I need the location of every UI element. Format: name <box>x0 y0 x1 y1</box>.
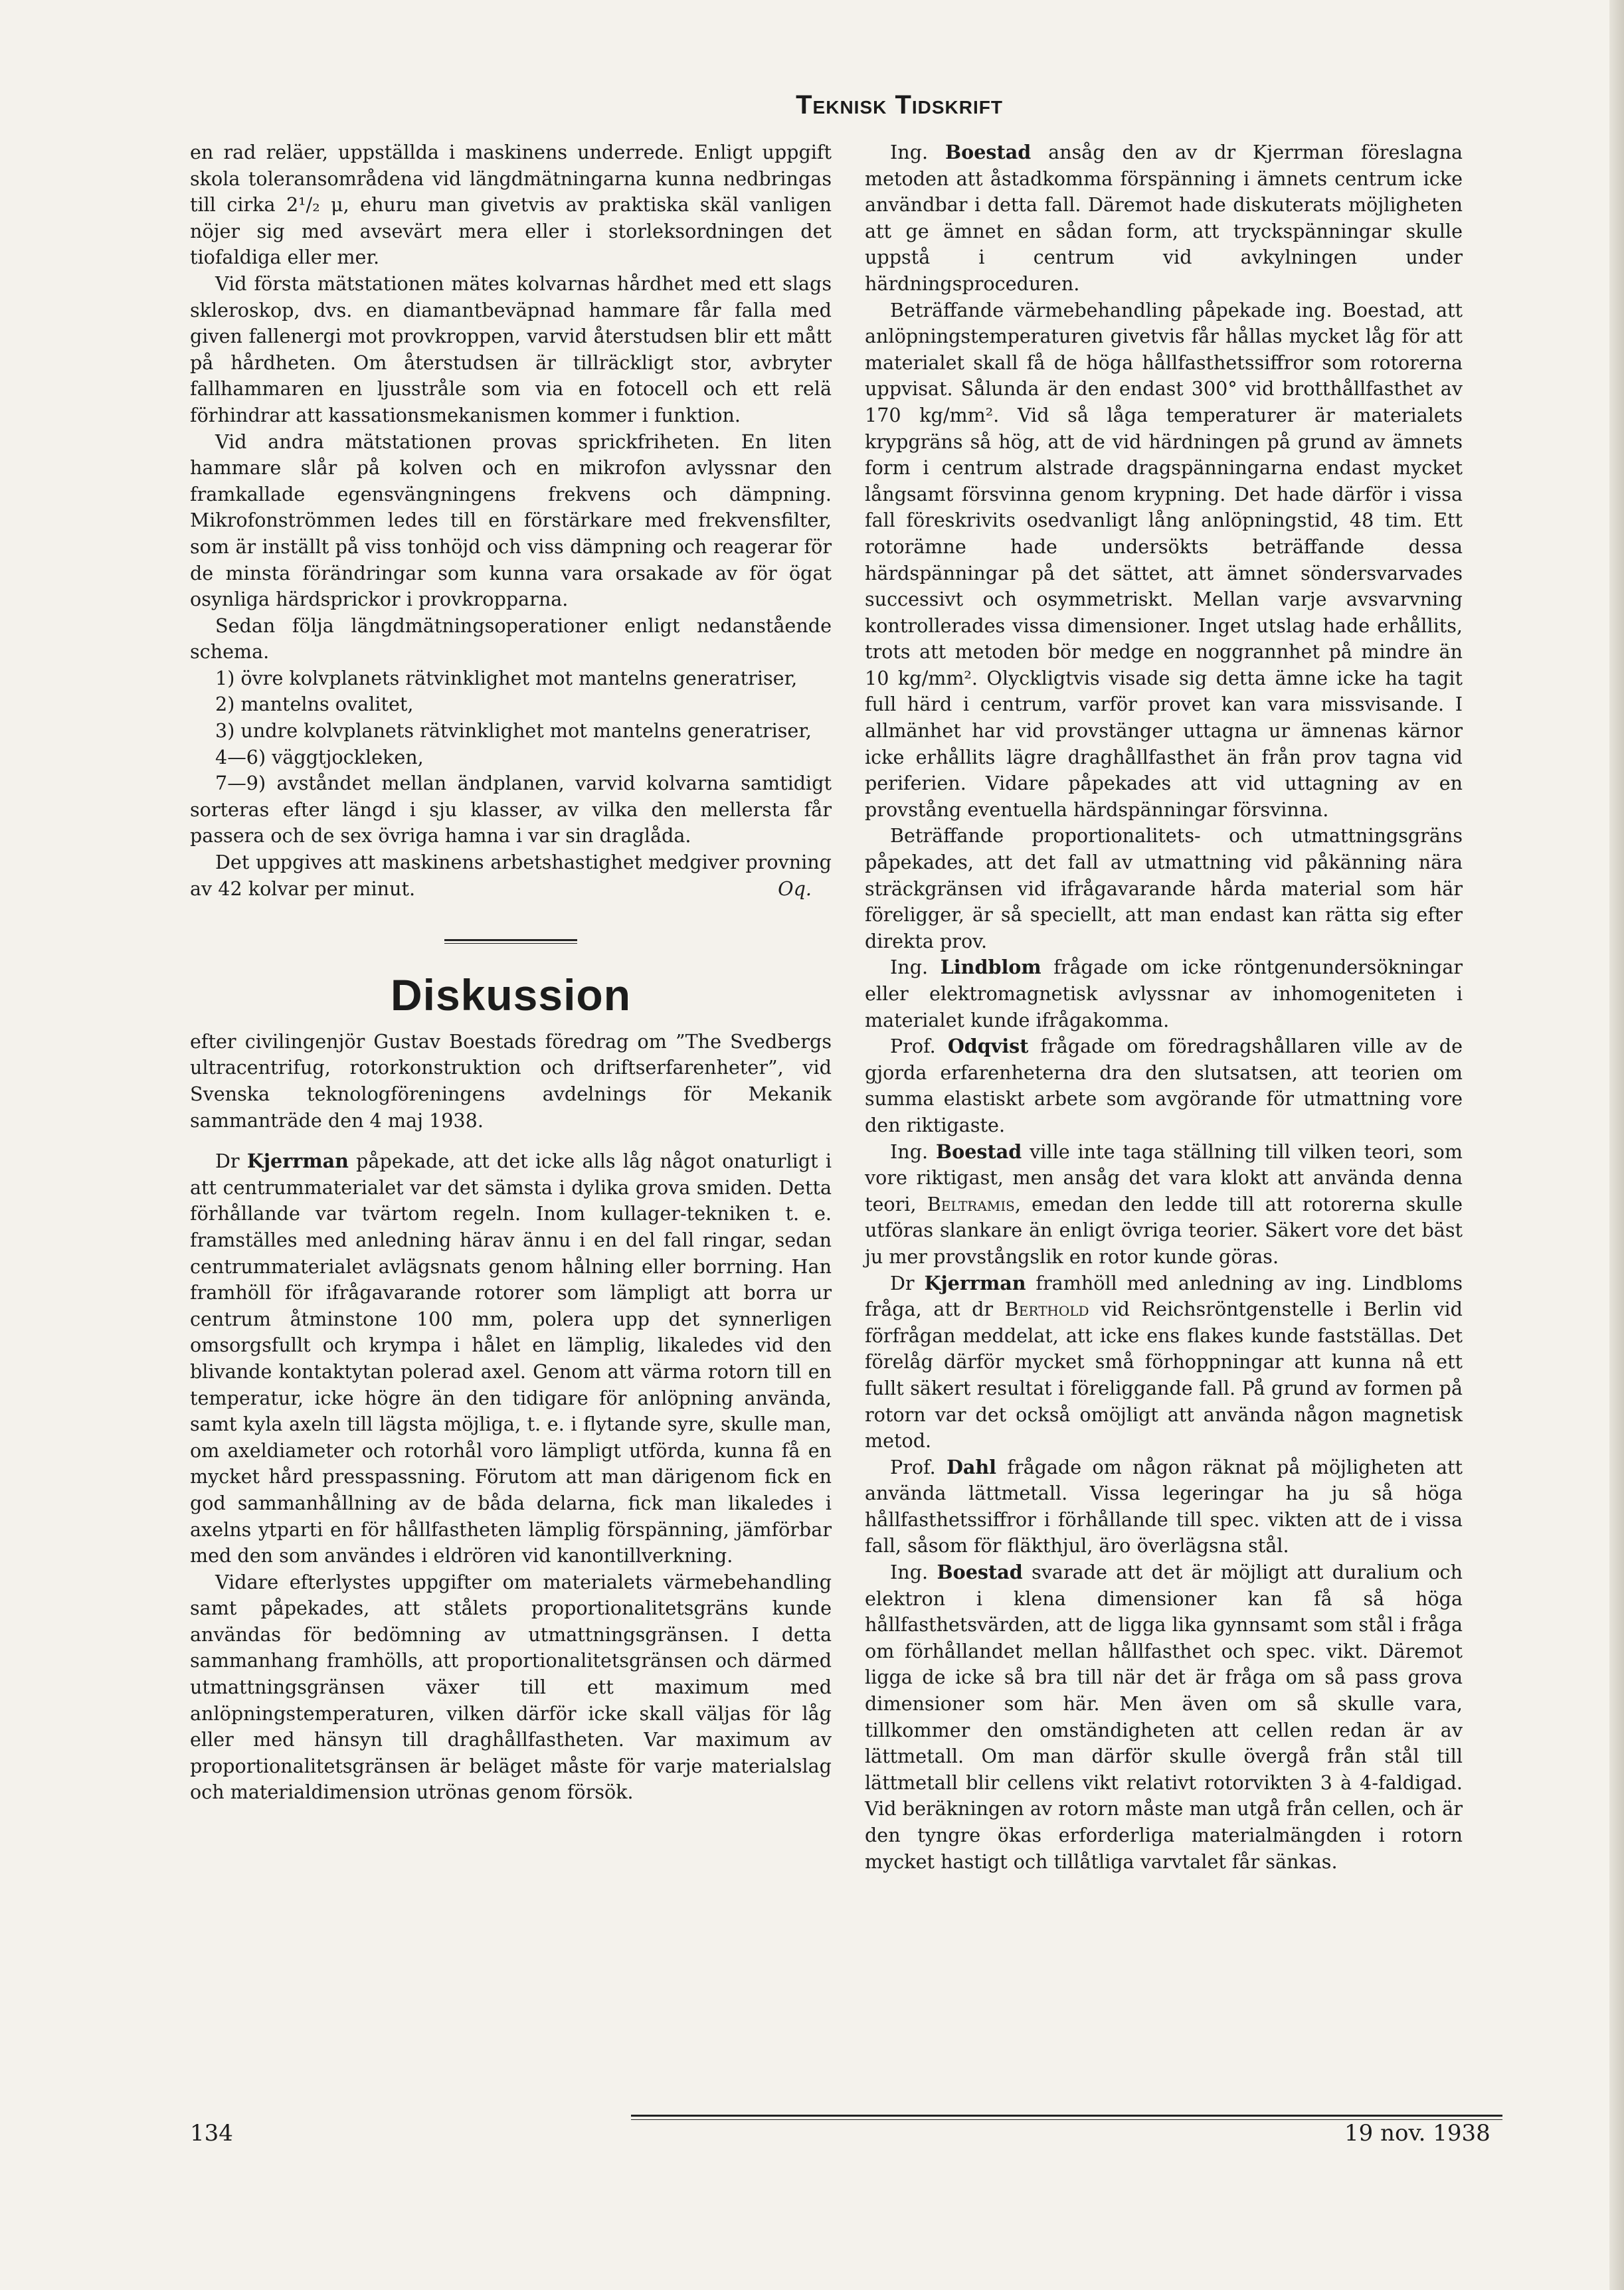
paragraph-text: svarade att det är möjligt att duralium och elektron i klena dimensioner kan få så höga hållfasthetsvärden, att de ligga lika gynnsamt som stål i fråga om förhållandet mellan hållfasthet och spec. vikt. Däremot ligga de icke så bra till när det är fråga om så pass grova dimensioner som här. Men även om så skulle vara, tillkommer den omständigheten att cellen redan är av lättmetall. Om man därför skulle övergå från stål till lättmetall blir cellens vikt relativt rotorvikten 3 à 4-faldigad. Vid beräkningen av rotorn måste man utgå från cellen, och är den tyngre ökas erforderliga materialmängden i rotorn mycket hastigt och tillåtliga varvtalet får sänkas. <box>865 1561 1463 1873</box>
paragraph: Vid andra mätstationen provas sprickfriheten. En liten hammare slår på kolven och en mikrofon avlyssnar den framkallade egensvängningens frekvens och dämpning. Mikrofonströmmen ledes till en förstärkare med frekvensfilter, som är inställt på viss tonhöjd och viss dämpning och reagerar för de minsta förändringar som kunna vara orsakade av för ögat osynliga härdsprickor i provkropparna. <box>190 430 832 611</box>
page-edge <box>1609 0 1624 2290</box>
paragraph: Vidare efterlystes uppgifter om materialets värmebehandling samt påpekades, att stålets proportionalitetsgräns kunde användas för bedömning av utmattningsgränsen. I detta sammanhang framhölls, att proportionalitetsgränsen och därmed utmattningsgränsen växer till ett maximum med anlöpningstemperaturen, vilken därför icke skall väljas för låg eller med hänsyn till draghållfastheten. Var maximum av proportionalitetsgränsen är beläget måste för varje materialslag och materialdimension utrönas genom försök. <box>190 1570 832 1804</box>
speaker-name: Boestad <box>935 1140 1022 1163</box>
paragraph: Vid första mätstationen mätes kolvarnas hårdhet med ett slags skleroskop, dvs. en diamantbeväpnad hammare får falla med given fallenergi mot provkroppen, varvid återstudsen blir ett mått på hårdheten. Om återstudsen är tillräckligt stor, avbryter fallhammaren en ljusstråle som via en fotocell och ett relä förhindrar att kassationsmekanismen kommer i funktion. <box>190 272 832 426</box>
paragraph <box>190 849 832 902</box>
cited-name: Beltramis <box>927 1192 1015 1215</box>
paragraph-text: ansåg den av dr Kjerrman föreslagna metoden att åstadkomma förspänning i ämnets centrum icke användbar i detta fall. Däremot hade diskuterats möjligheten att ge ämnet en sådan form, att tryckspänningar skulle uppstå i centrum vid avkylningen under härdningsproceduren. <box>865 141 1463 295</box>
left-column <box>190 139 832 1806</box>
paragraph <box>865 1454 1463 1559</box>
title-prefix: Prof. <box>890 1455 947 1478</box>
list-item: 4—6) väggtjockleken, <box>215 745 424 768</box>
paragraph: Sedan följa längdmätningsoperationer enligt nedanstående schema. <box>190 614 832 663</box>
speaker-name: Odqvist <box>947 1035 1029 1058</box>
paragraph-text: framhöll med anledning av ing. Lindbloms fråga, att dr <box>865 1271 1463 1321</box>
title-prefix: Ing. <box>890 141 945 163</box>
list-item: 7—9) avståndet mellan ändplanen, varvid kolvarna samtidigt sorteras efter längd i sju klasser, av vilka den mellersta får passera och de sex övriga hamna i var sin draglåda. <box>190 772 832 847</box>
paragraph <box>865 1559 1463 1875</box>
speaker-name: Kjerrman <box>924 1271 1026 1294</box>
paragraph-text: , emedan den ledde till att rotorerna skulle utföras slankare än enligt övriga teorier. Säkert vore det bäst ju mer provstångslik en rotor kunde göras. <box>865 1192 1463 1268</box>
paragraph: Beträffande värmebehandling påpekade ing. Boestad, att anlöpningstemperaturen givetvis får hållas mycket låg för att materialet skall få de höga hållfasthetssiffror som rotorerna uppvisat. Sålunda är den endast 300° vid brotthållfasthet av 170 kg/mm². Vid så låga temperaturer är materialets krypgräns så hög, att de vid härdningen på grund av ämnets form i centrum alstrade dragspänningarna endast mycket långsamt försvinna genom krypning. Det hade därför i vissa fall föreskrivits osedvanligt lång anlöpningstid, 48 tim. Ett rotorämne hade undersökts beträffande dessa härdspänningar på det sättet, att ämnet söndersvarvades successivt och osymmetriskt. Mellan varje avsvarvning kontrollerades vissa dimensioner. Inget utslag hade erhållits, trots att metoden bör medge en noggrannhet på mindre än 10 kg/mm². Olyckligtvis visade sig detta ämne icke ha tagit full härd i centrum, varför provet kan vara missvisande. I allmänhet har vid provstänger uttagna ur ämnenas kärnor icke erhållits lägre draghållfasthet än från prov tagna vid periferien. Vidare påpekades att vid uttagning av en provstång eventuella härdspänningar försvinna. <box>865 298 1463 821</box>
speaker-name: Dahl <box>947 1455 997 1478</box>
title-prefix: Ing. <box>890 1140 936 1163</box>
section-divider <box>444 939 577 944</box>
discussion-intro: efter civilingenjör Gustav Boestads föredrag om ”The Svedbergs ultracentrifug, rotorkonstruktion och driftserfarenheter”, vid Svenska teknologföreningens avdelnings för Mekanik sammanträde den 4 maj 1938. <box>190 1029 832 1132</box>
masthead: Teknisk Tidskrift <box>796 90 1003 120</box>
speaker-name: Boestad <box>937 1561 1023 1584</box>
paragraph-text: vid Reichsröntgenstelle i Berlin vid förfrågan meddelat, att icke ens flakes kunde fastställas. Det förelåg därför mycket små förhoppningar att kunna nå ett fullt säkert resultat i föreliggande fall. På grund av formen på rotorn var det också omöjligt att använda någon magnetisk metod. <box>865 1298 1463 1453</box>
paragraph-text: frågade om icke röntgenundersökningar eller elektromagnetisk avlyssnar av inhomogeniteten i materialet kunde ifrågakomma. <box>865 956 1463 1031</box>
speaker-name: Kjerrman <box>246 1150 349 1173</box>
title-prefix: Dr <box>215 1150 247 1173</box>
paragraph-text: ville inte taga ställning till vilken teori, som vore riktigast, men ansåg det vara klokt att använda denna teori, <box>865 1140 1463 1215</box>
title-prefix: Prof. <box>890 1035 948 1058</box>
paragraph <box>190 1148 832 1569</box>
paragraph: en rad reläer, uppställda i maskinens underrede. Enligt uppgift skola toleransområdena vid längdmätningarna kunna nedbringas till cirka 2¹/₂ μ, ehuru man givetvis av praktiska skäl vanligen nöjer sig med avsevärt mera eller i storleksordningen det tiofaldiga eller mer. <box>190 141 832 269</box>
footer-rule <box>631 2115 1502 2120</box>
title-prefix: Dr <box>890 1271 925 1294</box>
paragraph <box>865 1139 1463 1271</box>
issue-date: 19 nov. 1938 <box>1344 2120 1490 2147</box>
paragraph-text: frågade om föredragshållaren ville av de gjorda erfarenheterna dra den slutsatsen, att teorien om summa elastiskt arbete som avgörande för utmattning vore den riktigaste. <box>865 1035 1463 1136</box>
title-prefix: Ing. <box>890 1561 937 1584</box>
speaker-name: Boestad <box>945 141 1032 163</box>
paragraph <box>865 1033 1463 1138</box>
paragraph <box>865 1271 1463 1454</box>
paragraph-text: frågade om någon räknat på möjligheten att använda lättmetall. Vissa legeringar ha ju så höga hållfasthetssiffror i förhållande till spec. vikten att de i vissa fall, såsom för fläkthjul, äro överlägsna stål. <box>865 1455 1463 1557</box>
title-prefix: Ing. <box>890 956 941 979</box>
paragraph-text: påpekade, att det icke alls låg något onaturligt i att centrummaterialet var det sämsta i dylika grova smiden. Detta förhållande var tvärtom regeln. Inom kullager-tekniken t. e. framställes med anledning härav ännu i en del fall ringar, sedan centrummaterialet avlägsnats genom hålning eller borrning. Han framhöll för ifrågavarande rotorer som lämpligt att borra ur centrum åtminstone 100 mm, polera upp det synnerligen omsorgsfullt och krympa i hålet en lämplig, likaledes vid den blivande kontaktytan polerad axel. Genom att värma rotorn till en temperatur, icke högre än den tidigare för anlöpning använda, samt kyla axeln till lägsta möjliga, t. e. i flytande syre, skulle man, om axeldiameter och rotorhål voro lämpligt utförda, kunna få en mycket hård presspassning. Förutom att man därigenom fick en god sammanhållning av de båda delarna, fick man likaledes i axelns ytparti en för hållfastheten lämplig förspänning, jämförbar med den som användes i eldrören vid kanontillverkning. <box>190 1150 832 1567</box>
list-item: 1) övre kolvplanets rätvinklighet mot mantelns generatriser, <box>215 666 798 689</box>
page-number: 134 <box>190 2120 233 2147</box>
paragraph-text: Det uppgives att maskinens arbetshastighet medgiver provning av 42 kolvar per minut. <box>190 851 832 900</box>
cited-name: Berthold <box>1004 1298 1089 1321</box>
section-title: Diskussion <box>390 970 632 1020</box>
author-signature: Oq. <box>778 877 812 900</box>
list-item: 3) undre kolvplanets rätvinklighet mot mantelns generatriser, <box>215 719 812 743</box>
paragraph: Beträffande proportionalitets- och utmattningsgräns påpekades, att det fall av utmattning vid påkänning nära sträckgränsen vid ifrågavarande hårda material som här föreligger, är så speciellt, att man endast kan rätta sig efter direkta prov. <box>865 824 1463 952</box>
speaker-name: Lindblom <box>940 956 1041 979</box>
list-item: 2) mantelns ovalitet, <box>215 693 414 716</box>
right-column <box>865 139 1463 1875</box>
paragraph <box>865 139 1463 298</box>
paragraph <box>865 954 1463 1033</box>
